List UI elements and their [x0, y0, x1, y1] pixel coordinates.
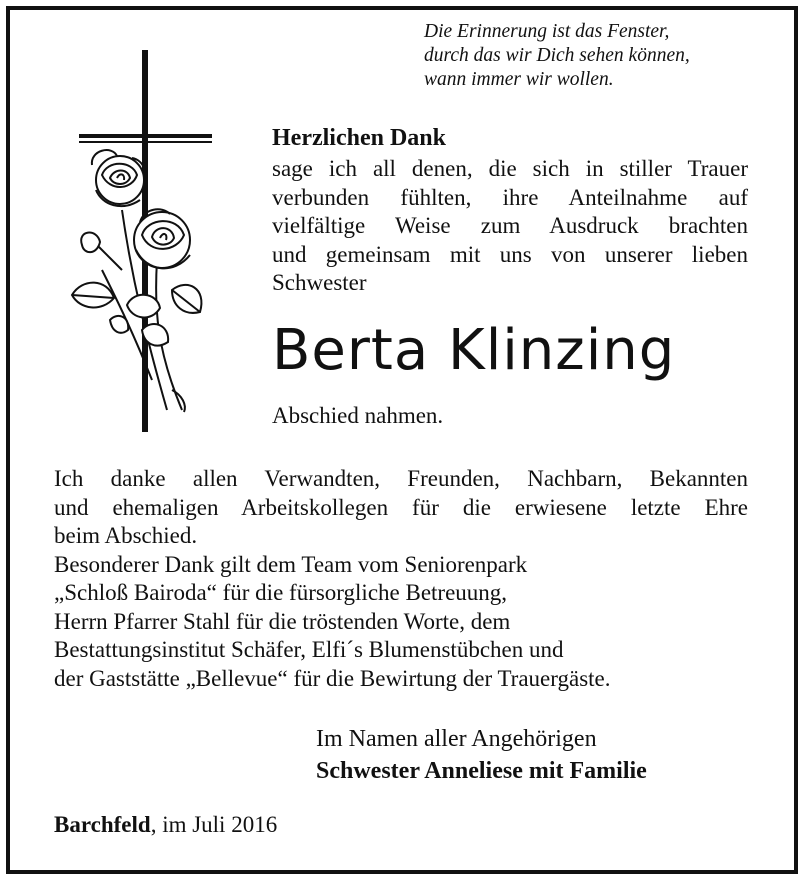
thanks-line: Herrn Pfarrer Stahl für die tröstenden Worte, dem — [54, 608, 511, 634]
place-date — [54, 812, 277, 838]
dank-paragraph — [272, 155, 748, 298]
thanks-line: „Schloß Bairoda“ für die fürsorgliche Betreuung, — [54, 580, 508, 605]
quote-line: wann immer wir wollen. — [424, 69, 614, 90]
dank-line: sage ich all denen, die sich in stiller Trauer — [272, 156, 748, 181]
dank-line: und gemeinsam mit uns von unserer lieben — [272, 241, 748, 267]
dank-line: verbunden fühlten, ihre Anteilnahme auf — [272, 184, 748, 210]
quote-line: Die Erinnerung ist das Fenster, — [424, 21, 670, 42]
dank-heading: Herzlichen Dank — [272, 125, 446, 151]
signature-family: Schwester Anneliese mit Familie — [316, 758, 647, 784]
dank-line: vielfältige Weise zum Ausdruck brachten — [272, 213, 748, 238]
thanks-paragraph — [54, 465, 748, 693]
thanks-line: beim Abschied. — [54, 523, 198, 548]
thanks-line: Ich danke allen Verwandten, Freunden, Nachbarn, Bekannten — [54, 466, 748, 491]
abschied-text: Abschied nahmen. — [272, 403, 444, 428]
town-name: Barchfeld — [54, 812, 151, 837]
quote-line: durch das wir Dich sehen können, — [424, 45, 690, 66]
deceased-name: Berta Klinzing — [272, 318, 676, 383]
memorial-quote — [424, 20, 764, 92]
cross-with-roses-icon — [62, 50, 212, 445]
thanks-line: Besonderer Dank gilt dem Team vom Seniorenpark — [54, 551, 528, 577]
signature-intro: Im Namen aller Angehörigen — [316, 726, 597, 752]
thanks-line: Bestattungsinstitut Schäfer, Elfi´s Blumenstübchen und — [54, 637, 564, 662]
thanks-line: und ehemaligen Arbeitskollegen für die erwiesene letzte Ehre — [54, 494, 748, 520]
dank-line: Schwester — [272, 270, 367, 295]
thanks-line: der Gaststätte „Bellevue“ für die Bewirtung der Trauergäste. — [54, 665, 611, 691]
date-text: , im Juli 2016 — [150, 812, 278, 837]
